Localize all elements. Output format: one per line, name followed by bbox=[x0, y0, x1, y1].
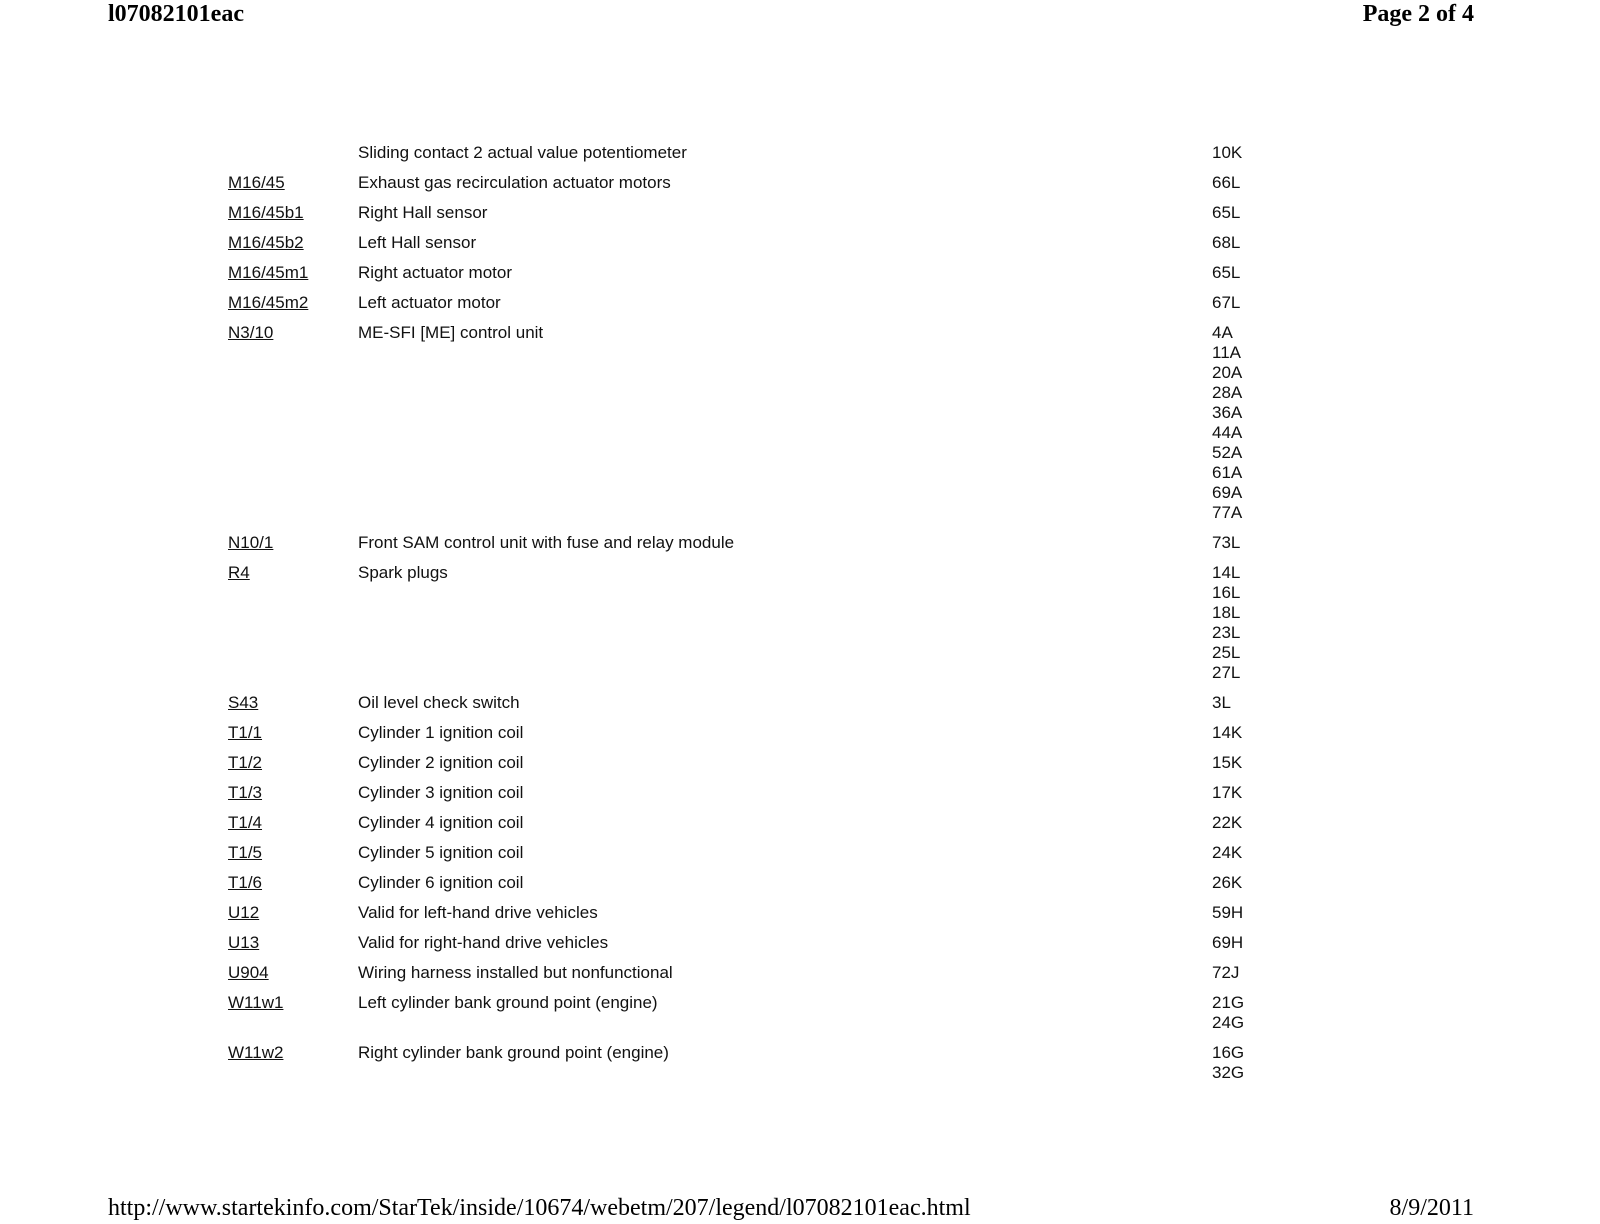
grid-reference: 20A bbox=[1212, 363, 1243, 382]
component-code-link[interactable]: T1/5 bbox=[228, 843, 263, 862]
legend-code-cell bbox=[228, 693, 358, 713]
grid-reference: 10K bbox=[1212, 143, 1243, 162]
footer-date: 8/9/2011 bbox=[1389, 1195, 1474, 1221]
component-description: Left cylinder bank ground point (engine) bbox=[358, 993, 658, 1012]
grid-reference: 17K bbox=[1212, 783, 1243, 802]
legend-code-cell bbox=[228, 1043, 358, 1063]
grid-reference: 59H bbox=[1212, 903, 1244, 922]
component-code-link[interactable]: U12 bbox=[228, 903, 260, 922]
grid-reference: 32G bbox=[1212, 1063, 1245, 1082]
legend-row bbox=[228, 323, 1268, 523]
component-code-link[interactable]: M16/45b2 bbox=[228, 233, 304, 252]
grid-reference: 28A bbox=[1212, 383, 1243, 402]
component-code-link[interactable]: N10/1 bbox=[228, 533, 274, 552]
component-code-link[interactable]: S43 bbox=[228, 693, 259, 712]
component-code-link[interactable]: T1/1 bbox=[228, 723, 263, 742]
component-description: Cylinder 1 ignition coil bbox=[358, 723, 524, 742]
legend-code-cell bbox=[228, 233, 358, 253]
grid-reference: 14K bbox=[1212, 723, 1243, 742]
grid-references bbox=[1212, 963, 1239, 983]
grid-reference: 26K bbox=[1212, 873, 1243, 892]
legend-row bbox=[228, 693, 1268, 713]
component-code-link[interactable]: M16/45m1 bbox=[228, 263, 309, 282]
grid-reference: 15K bbox=[1212, 753, 1243, 772]
grid-references bbox=[1212, 753, 1242, 773]
grid-reference: 18L bbox=[1212, 603, 1241, 622]
component-code-link[interactable]: R4 bbox=[228, 563, 250, 582]
legend-row bbox=[228, 723, 1268, 743]
legend-code-cell bbox=[228, 173, 358, 193]
page-indicator: Page 2 of 4 bbox=[1362, 1, 1474, 27]
grid-references bbox=[1212, 233, 1240, 253]
grid-reference: 16G bbox=[1212, 1043, 1245, 1062]
grid-references bbox=[1212, 293, 1240, 313]
component-code-link[interactable]: N3/10 bbox=[228, 323, 274, 342]
legend-row bbox=[228, 1043, 1268, 1083]
legend-row bbox=[228, 993, 1268, 1033]
legend-code-cell bbox=[228, 873, 358, 893]
legend-row bbox=[228, 233, 1268, 253]
legend-row bbox=[228, 933, 1268, 953]
component-description: Cylinder 5 ignition coil bbox=[358, 843, 524, 862]
component-code-link[interactable]: T1/3 bbox=[228, 783, 263, 802]
grid-reference: 11A bbox=[1212, 343, 1241, 362]
grid-reference: 24G bbox=[1212, 1013, 1245, 1032]
component-description: Cylinder 3 ignition coil bbox=[358, 783, 524, 802]
grid-reference: 23L bbox=[1212, 623, 1241, 642]
legend-code-cell bbox=[228, 263, 358, 283]
legend-row bbox=[228, 783, 1268, 803]
grid-reference: 24K bbox=[1212, 843, 1243, 862]
legend-row bbox=[228, 263, 1268, 283]
component-description: Sliding contact 2 actual value potentiometer bbox=[358, 143, 687, 162]
grid-reference: 73L bbox=[1212, 533, 1241, 552]
grid-references bbox=[1212, 323, 1242, 523]
grid-references bbox=[1212, 203, 1240, 223]
component-description: Valid for left-hand drive vehicles bbox=[358, 903, 598, 922]
legend-code-cell bbox=[228, 783, 358, 803]
legend-row bbox=[228, 843, 1268, 863]
grid-references bbox=[1212, 843, 1242, 863]
legend-row bbox=[228, 203, 1268, 223]
legend-row bbox=[228, 293, 1268, 313]
component-description: Cylinder 4 ignition coil bbox=[358, 813, 524, 832]
component-description: Right actuator motor bbox=[358, 263, 513, 282]
grid-reference: 52A bbox=[1212, 443, 1243, 462]
grid-references bbox=[1212, 143, 1242, 163]
grid-reference: 22K bbox=[1212, 813, 1243, 832]
grid-references bbox=[1212, 533, 1240, 553]
grid-references bbox=[1212, 723, 1242, 743]
legend-code-cell bbox=[228, 843, 358, 863]
component-description: Front SAM control unit with fuse and relay module bbox=[358, 533, 735, 552]
legend-row bbox=[228, 753, 1268, 773]
component-description: ME-SFI [ME] control unit bbox=[358, 323, 544, 342]
grid-reference: 25L bbox=[1212, 643, 1241, 662]
legend-code-cell bbox=[228, 963, 358, 983]
grid-reference: 69H bbox=[1212, 933, 1244, 952]
grid-reference: 61A bbox=[1212, 463, 1243, 482]
component-code-link[interactable]: T1/2 bbox=[228, 753, 263, 772]
legend-code-cell bbox=[228, 533, 358, 553]
grid-reference: 44A bbox=[1212, 423, 1243, 442]
grid-reference: 68L bbox=[1212, 233, 1241, 252]
component-description: Exhaust gas recirculation actuator motors bbox=[358, 173, 671, 192]
grid-reference: 21G bbox=[1212, 993, 1245, 1012]
component-code-link[interactable]: M16/45m2 bbox=[228, 293, 309, 312]
legend-row bbox=[228, 813, 1268, 833]
legend-code-cell bbox=[228, 753, 358, 773]
grid-reference: 3L bbox=[1212, 693, 1231, 712]
grid-references bbox=[1212, 903, 1243, 923]
footer-url: http://www.startekinfo.com/StarTek/inside/10674/webetm/207/legend/l07082101eac.html bbox=[108, 1195, 971, 1221]
component-code-link[interactable]: M16/45b1 bbox=[228, 203, 304, 222]
grid-reference: 27L bbox=[1212, 663, 1241, 682]
grid-reference: 72J bbox=[1212, 963, 1240, 982]
grid-references bbox=[1212, 173, 1240, 193]
legend-code-cell bbox=[228, 723, 358, 743]
grid-references bbox=[1212, 693, 1231, 713]
component-description: Left Hall sensor bbox=[358, 233, 477, 252]
legend-row bbox=[228, 563, 1268, 683]
component-description: Right Hall sensor bbox=[358, 203, 488, 222]
grid-references bbox=[1212, 993, 1244, 1033]
component-code-link[interactable]: W11w2 bbox=[228, 1043, 284, 1062]
legend-row bbox=[228, 873, 1268, 893]
component-code-link[interactable]: T1/6 bbox=[228, 873, 263, 892]
component-code-link[interactable]: T1/4 bbox=[228, 813, 263, 832]
legend-code-cell bbox=[228, 293, 358, 313]
legend-code-cell bbox=[228, 323, 358, 343]
component-description: Wiring harness installed but nonfunctional bbox=[358, 963, 673, 982]
component-description: Left actuator motor bbox=[358, 293, 501, 312]
grid-reference: 65L bbox=[1212, 203, 1241, 222]
grid-references bbox=[1212, 1043, 1244, 1083]
legend-code-cell bbox=[228, 563, 358, 583]
component-code-link[interactable]: W11w1 bbox=[228, 993, 284, 1012]
grid-reference: 4A bbox=[1212, 323, 1233, 342]
component-description: Cylinder 2 ignition coil bbox=[358, 753, 524, 772]
component-code-link[interactable]: U13 bbox=[228, 933, 260, 952]
grid-references bbox=[1212, 263, 1240, 283]
grid-reference: 16L bbox=[1212, 583, 1241, 602]
legend-row bbox=[228, 963, 1268, 983]
component-description: Spark plugs bbox=[358, 563, 448, 582]
grid-reference: 65L bbox=[1212, 263, 1241, 282]
grid-reference: 69A bbox=[1212, 483, 1243, 502]
grid-references bbox=[1212, 813, 1242, 833]
grid-reference: 77A bbox=[1212, 503, 1243, 522]
legend-row bbox=[228, 143, 1268, 163]
grid-reference: 67L bbox=[1212, 293, 1241, 312]
component-code-link[interactable]: M16/45 bbox=[228, 173, 285, 192]
component-description: Cylinder 6 ignition coil bbox=[358, 873, 524, 892]
grid-references bbox=[1212, 933, 1243, 953]
component-description: Oil level check switch bbox=[358, 693, 520, 712]
component-code-link[interactable]: U904 bbox=[228, 963, 269, 982]
document-id: l07082101eac bbox=[108, 1, 244, 27]
legend-code-cell bbox=[228, 903, 358, 923]
legend-row bbox=[228, 173, 1268, 193]
grid-references bbox=[1212, 873, 1242, 893]
legend-table bbox=[228, 143, 1268, 1093]
grid-references bbox=[1212, 563, 1240, 683]
grid-references bbox=[1212, 783, 1242, 803]
legend-code-cell bbox=[228, 813, 358, 833]
grid-reference: 14L bbox=[1212, 563, 1241, 582]
component-description: Right cylinder bank ground point (engine) bbox=[358, 1043, 669, 1062]
legend-code-cell bbox=[228, 993, 358, 1013]
legend-code-cell bbox=[228, 203, 358, 223]
grid-reference: 36A bbox=[1212, 403, 1243, 422]
grid-reference: 66L bbox=[1212, 173, 1241, 192]
legend-code-cell bbox=[228, 933, 358, 953]
legend-row bbox=[228, 903, 1268, 923]
component-description: Valid for right-hand drive vehicles bbox=[358, 933, 609, 952]
legend-row bbox=[228, 533, 1268, 553]
